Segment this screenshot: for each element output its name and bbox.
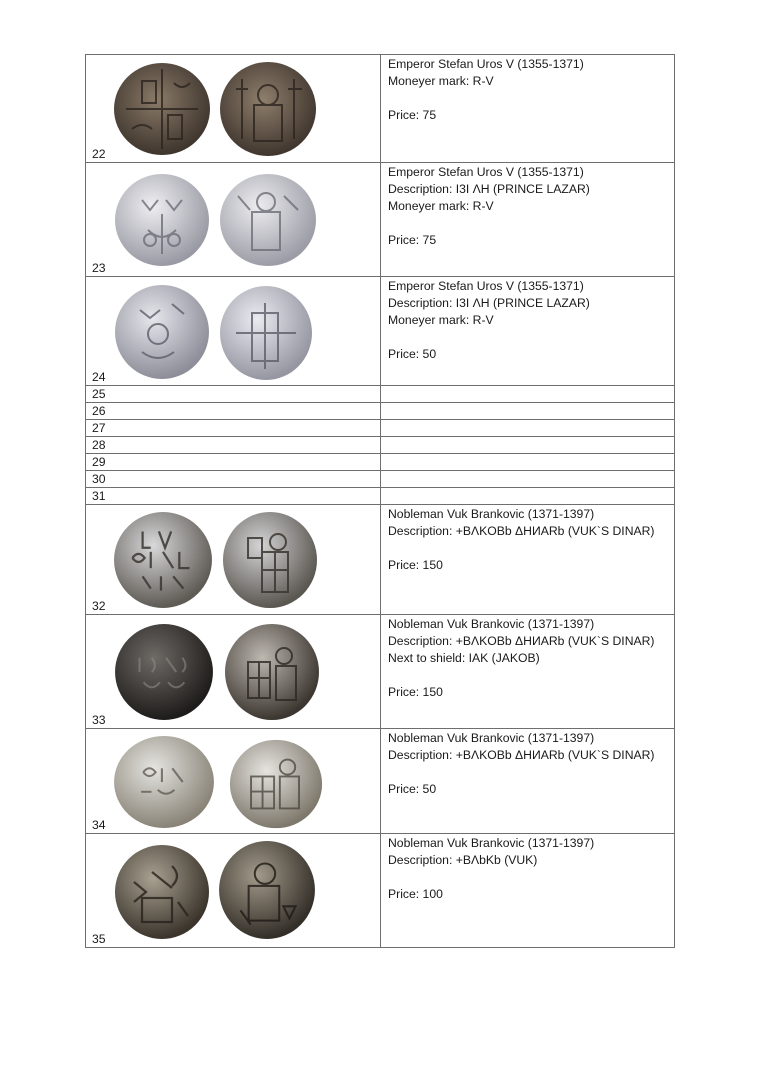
catalog-number: 35: [92, 932, 106, 946]
coin-image-cell: [86, 277, 381, 386]
catalog-number: 34: [92, 818, 106, 832]
price-line: Price: 50: [388, 782, 437, 796]
blank-line: [388, 667, 674, 684]
empty-catalog-row: [86, 488, 675, 505]
coin-image-cell: [86, 55, 381, 163]
price-line: Price: 150: [388, 558, 443, 572]
catalog-number: 29: [86, 454, 381, 471]
catalog-row: [86, 163, 675, 277]
catalog-row: [86, 505, 675, 615]
coin-catalog-table: [85, 54, 675, 948]
empty-description-cell: [381, 420, 675, 437]
shield-mark-line: Next to shield: IAK (JAKOB): [388, 651, 540, 665]
empty-catalog-row: [86, 386, 675, 403]
empty-description-cell: [381, 403, 675, 420]
coin-obverse-image: [112, 282, 212, 382]
blank-line: [388, 869, 674, 886]
coin-reverse-image: [216, 838, 318, 942]
coin-description-cell: [381, 834, 675, 948]
coin-image-cell: [86, 615, 381, 729]
empty-catalog-row: [86, 420, 675, 437]
empty-description-cell: [381, 471, 675, 488]
blank-line: [388, 540, 674, 557]
empty-catalog-row: [86, 471, 675, 488]
blank-line: [388, 215, 674, 232]
empty-catalog-row: [86, 403, 675, 420]
catalog-number: 22: [92, 147, 106, 161]
coin-description-cell: [381, 163, 675, 277]
coin-obverse-image: [112, 59, 212, 159]
coin-image-cell: [86, 729, 381, 834]
coin-obverse-image: [112, 842, 212, 942]
coin-reverse-image: [228, 737, 324, 831]
ruler-line: Emperor Stefan Uros V (1355-1371): [388, 279, 584, 293]
empty-catalog-row: [86, 454, 675, 471]
price-line: Price: 75: [388, 108, 437, 122]
catalog-number: 24: [92, 370, 106, 384]
catalog-number: 33: [92, 713, 106, 727]
moneyer-mark-line: Moneyer mark: R-V: [388, 199, 494, 213]
blank-line: [388, 764, 674, 781]
ruler-line: Nobleman Vuk Brankovic (1371-1397): [388, 617, 595, 631]
empty-catalog-row: [86, 437, 675, 454]
coin-description-cell: [381, 729, 675, 834]
catalog-number: 28: [86, 437, 381, 454]
coin-image-cell: [86, 834, 381, 948]
ruler-line: Nobleman Vuk Brankovic (1371-1397): [388, 507, 595, 521]
coin-obverse-image: [113, 621, 215, 723]
ruler-line: Nobleman Vuk Brankovic (1371-1397): [388, 836, 595, 850]
blank-line: [388, 90, 674, 107]
description-line: Description: I3I ΛH (PRINCE LAZAR): [388, 296, 590, 310]
empty-description-cell: [381, 454, 675, 471]
coin-reverse-image: [218, 59, 318, 159]
description-line: Description: I3I ΛH (PRINCE LAZAR): [388, 182, 590, 196]
catalog-number: 30: [86, 471, 381, 488]
coin-image-cell: [86, 505, 381, 615]
empty-description-cell: [381, 488, 675, 505]
coin-reverse-image: [216, 283, 316, 383]
coin-description-cell: [381, 505, 675, 615]
coin-obverse-image: [112, 733, 216, 831]
ruler-line: Nobleman Vuk Brankovic (1371-1397): [388, 731, 595, 745]
catalog-row: [86, 277, 675, 386]
price-line: Price: 100: [388, 887, 443, 901]
price-line: Price: 50: [388, 347, 437, 361]
description-line: Description: +BΛKOBb ΔHИARb (VUK`S DINAR): [388, 748, 655, 762]
coin-reverse-image: [220, 509, 320, 611]
catalog-number: 26: [86, 403, 381, 420]
ruler-line: Emperor Stefan Uros V (1355-1371): [388, 165, 584, 179]
coin-reverse-image: [222, 621, 322, 723]
empty-description-cell: [381, 437, 675, 454]
catalog-number: 31: [86, 488, 381, 505]
price-line: Price: 150: [388, 685, 443, 699]
catalog-number: 27: [86, 420, 381, 437]
coin-description-cell: [381, 615, 675, 729]
coin-description-cell: [381, 277, 675, 386]
empty-description-cell: [381, 386, 675, 403]
catalog-row: [86, 615, 675, 729]
catalog-row: [86, 55, 675, 163]
blank-line: [388, 329, 674, 346]
coin-reverse-image: [218, 170, 318, 270]
catalog-number: 25: [86, 386, 381, 403]
ruler-line: Emperor Stefan Uros V (1355-1371): [388, 57, 584, 71]
moneyer-mark-line: Moneyer mark: R-V: [388, 74, 494, 88]
catalog-number: 23: [92, 261, 106, 275]
description-line: Description: +BΛbKb (VUK): [388, 853, 538, 867]
moneyer-mark-line: Moneyer mark: R-V: [388, 313, 494, 327]
coin-obverse-image: [112, 509, 214, 611]
catalog-row: [86, 834, 675, 948]
coin-image-cell: [86, 163, 381, 277]
price-line: Price: 75: [388, 233, 437, 247]
catalog-number: 32: [92, 599, 106, 613]
coin-obverse-image: [112, 170, 212, 270]
catalog-row: [86, 729, 675, 834]
description-line: Description: +BΛKOBb ΔHИARb (VUK`S DINAR): [388, 634, 655, 648]
coin-description-cell: [381, 55, 675, 163]
description-line: Description: +BΛKOBb ΔHИARb (VUK`S DINAR): [388, 524, 655, 538]
